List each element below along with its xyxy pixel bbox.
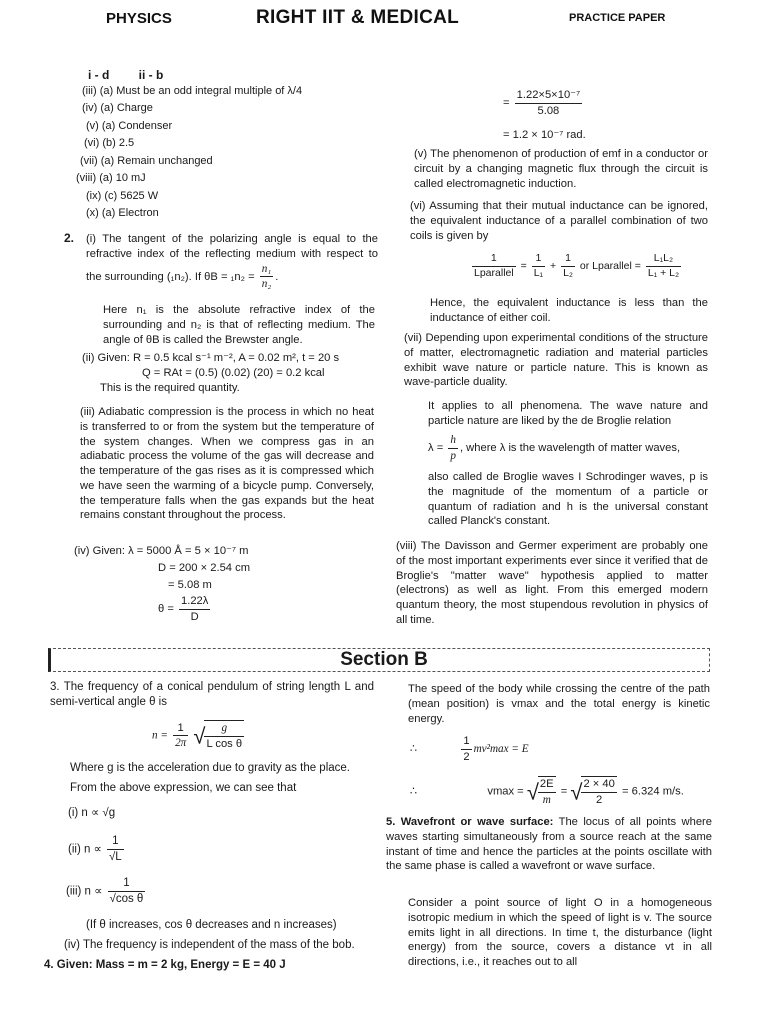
question-2-ii xyxy=(82,351,382,395)
speed-intro: The speed of the body while crossing the centre of the path (mean position) is vmax and the total energy is kinetic energy. xyxy=(408,683,710,725)
fraction-denominator: 2 xyxy=(596,793,603,806)
fraction-h-p xyxy=(448,433,458,464)
answers-list xyxy=(72,68,392,221)
plus-sign: + xyxy=(550,260,557,273)
fraction-numerator: n₁ xyxy=(260,262,273,278)
equals-sign: = xyxy=(503,97,510,110)
question-5-title: 5. Wavefront or wave surface: xyxy=(386,816,554,828)
answer-vii: (vii) (a) Remain unchanged xyxy=(80,154,213,167)
header-brand: RIGHT IIT & MEDICAL xyxy=(256,7,460,28)
fraction-denominator: 5.08 xyxy=(537,104,560,117)
question-2-iv xyxy=(74,544,374,625)
kinetic-energy-equation xyxy=(410,734,529,765)
lambda-label: λ = xyxy=(428,442,444,455)
question-2-i: (i) The tangent of the polarizing angle is equal to the refractive index of the reflecting medium with respect to the surrounding (₁n₂). If θB = ₁n₂ = $\frac{\text{n₁}}{\text{n₂}}$ . xyxy=(86,233,378,291)
n-label: n = xyxy=(152,729,168,742)
answer-viii: (viii) (a) 10 mJ xyxy=(76,172,146,185)
question-4-given: 4. Given: Mass = m = 2 kg, Energy = E = 40 J xyxy=(44,959,286,971)
fraction-numerator: 2E xyxy=(538,777,556,793)
vmax-equation xyxy=(410,776,684,808)
question-2-iii: (iii) Adiabatic compression is the process in which no heat is transferred to or from the system but the temperature of the system changes. When we compress gas in an adiabatic process the volume of the gas will decrease and the temperature of the gas rises as it is compressed which we have seen the warming of a bicycle pump. Conversely, the temperature falls when the gas expands but the heat remains constant throughout the process. xyxy=(80,406,374,522)
fraction-half xyxy=(461,734,471,765)
fraction-denominator: 2π xyxy=(175,737,187,750)
section-title: Section B xyxy=(340,649,428,670)
answer-vi: (vi) (b) 2.5 xyxy=(84,137,135,150)
question-2-i-explanation: Here n₁ is the absolute refractive index of the surrounding and n₂ is that of reflecting medium. The angle of θB is called the Brewster angle. xyxy=(103,304,375,346)
answer-vi-inductance: (vi) Assuming that their mutual inductance can be ignored, the equivalent inductance of a parallel combination of two coils is given by xyxy=(410,200,708,242)
question-2-iv-distance-m: = 5.08 m xyxy=(168,578,212,591)
answer-ix: (ix) (c) 5625 W xyxy=(86,189,159,202)
theta-label: θ = xyxy=(158,603,174,616)
proportional-iii xyxy=(66,876,147,907)
fraction-numerator: 1 xyxy=(108,876,146,892)
sqrt-icon: √ xyxy=(570,779,583,805)
result-rad: = 1.2 × 10⁻⁷ rad. xyxy=(503,129,586,141)
de-broglie-intro: It applies to all phenomena. The wave nature and particle nature are liked by the de Broglie relation xyxy=(428,400,708,427)
question-5-body: The locus of all points where waves starting simultaneously from a source reach at the same instant of time and hence the particles at the points oscillate with the same phase is called a wavefront or wave surface. xyxy=(386,816,712,873)
header-subject: PHYSICS xyxy=(106,10,172,27)
fraction-denominator: √cos θ xyxy=(109,893,144,906)
question-2-iv-theta xyxy=(158,594,374,625)
fraction-theta xyxy=(179,594,210,625)
vmax-result: = 6.324 m/s. xyxy=(621,785,684,798)
answer-ii: ii - b xyxy=(138,68,164,82)
fraction-n1-n2 xyxy=(260,262,273,293)
point-source-explanation: Consider a point source of light O in a homogeneous isotropic medium in which the speed of light is v. The source emits light in all directions. In time t, the disturbance (light energy) from the source, covers a distance vt in all directions, i.e., it reaches out to all xyxy=(408,897,712,969)
inductance-conclusion: Hence, the equivalent inductance is less than the inductance of either coil. xyxy=(430,297,708,324)
proportional-i: (i) n ∝ √g xyxy=(68,807,116,819)
fraction-numerator: 1 xyxy=(107,834,124,850)
fraction-numerator: 1 xyxy=(173,721,188,737)
gravity-note: Where g is the acceleration due to gravity as the place. xyxy=(70,762,350,774)
fraction-g-lcos xyxy=(204,720,244,752)
proportional-ii-label: (ii) n ∝ xyxy=(68,843,102,856)
sqrt-icon: √ xyxy=(526,779,539,805)
question-2-number: 2. xyxy=(64,231,75,245)
fraction-80-2 xyxy=(581,776,616,808)
fraction-1-l2 xyxy=(561,252,575,281)
fraction-1-lparallel xyxy=(472,252,516,281)
fraction-denominator: L₁ + L₂ xyxy=(647,266,680,279)
sqrt-icon: √ xyxy=(193,723,206,749)
fraction-numerator: g xyxy=(204,721,244,737)
therefore-symbol: ∴ xyxy=(410,743,418,756)
equals-sign: = xyxy=(520,260,527,273)
fraction-denominator: m xyxy=(542,793,551,806)
fraction-numerator: L₁L₂ xyxy=(646,252,681,267)
fraction-1-2pi xyxy=(173,721,188,752)
therefore-symbol: ∴ xyxy=(410,785,418,798)
proportional-ii xyxy=(68,834,126,865)
fraction-1-sqrtL xyxy=(107,834,124,865)
frequency-independent-note: (iv) The frequency is independent of the mass of the bob. xyxy=(64,939,355,951)
expression-note: From the above expression, we can see that xyxy=(70,782,297,794)
answer-iv: (iv) (a) Charge xyxy=(82,102,153,115)
question-2-ii-result: This is the required quantity. xyxy=(100,381,240,394)
fraction-denominator: √L xyxy=(108,851,122,864)
fraction-denominator: L₁ xyxy=(533,266,544,279)
fraction-numerator: 1 xyxy=(561,252,575,267)
question-2-i-text: (i) The tangent of the polarizing angle is equal to the refractive index of the reflecting medium with respect to the surrounding (₁n₂). If θB = ₁n₂ = xyxy=(86,233,378,283)
fraction-denominator: L cos θ xyxy=(206,737,243,750)
fraction-result xyxy=(515,88,582,119)
fraction-numerator: 2 × 40 xyxy=(581,777,616,793)
fraction-denominator: 2 xyxy=(463,750,470,763)
answer-v: (v) (a) Condenser xyxy=(86,119,173,132)
answer-iii: (iii) (a) Must be an odd integral multiple of λ/4 xyxy=(82,84,303,97)
fraction-1-l1 xyxy=(532,252,545,281)
proportional-iii-label: (iii) n ∝ xyxy=(66,885,103,898)
question-2-iv-distance: D = 200 × 2.54 cm xyxy=(158,561,251,574)
fraction-denominator: D xyxy=(190,611,199,624)
kinetic-energy-rest: mv²max = E xyxy=(473,743,529,756)
or-lparallel: or Lparallel = xyxy=(579,260,641,273)
question-3: 3. The frequency of a conical pendulum of string length L and semi-vertical angle θ is xyxy=(50,681,374,709)
result-equation xyxy=(503,88,584,119)
fraction-product-sum xyxy=(646,252,681,281)
answer-i: i - d xyxy=(88,68,110,82)
fraction-2e-m xyxy=(538,776,556,808)
de-broglie-where: , where λ is the wavelength of matter waves, xyxy=(459,442,681,455)
pendulum-frequency-equation xyxy=(152,720,246,752)
fraction-numerator: 1 xyxy=(532,252,545,267)
question-2-ii-given: (ii) Given: R = 0.5 kcal s⁻¹ m⁻², A = 0.02 m², t = 20 s xyxy=(82,352,340,364)
fraction-denominator: Lparallel xyxy=(474,266,514,279)
vmax-label: vmax = xyxy=(487,785,524,798)
de-broglie-relation xyxy=(428,433,710,464)
fraction-numerator: 1 xyxy=(461,734,471,750)
de-broglie-explanation: also called de Broglie waves I Schrodinger waves, p is the magnitude of the momentum of a particle or quantum of radiation and h is the universal constant called Planck's constant. xyxy=(428,471,708,528)
question-5-wavefront xyxy=(386,815,712,874)
question-2-iv-given: (iv) Given: λ = 5000 Å = 5 × 10⁻⁷ m xyxy=(74,545,249,557)
answer-i-ii xyxy=(88,68,392,84)
answer-x: (x) (a) Electron xyxy=(86,207,159,220)
fraction-numerator: 1 xyxy=(472,252,516,267)
fraction-numerator: 1.22λ xyxy=(179,594,210,610)
answer-vii-duality: (vii) Depending upon experimental conditions of the structure of matter, electromagnetic radiation and material particles exhibit wave nature or particle nature. This is known as wave-particle duality. xyxy=(404,332,708,389)
answer-viii-davisson: (viii) The Davisson and Germer experiment are probably one of the most important experiments ever since it verified that de Broglie's "matter wave" hypothesis applied to matter (electrons) as well as light. From this emerged modern quantum theory, the most stupendous revolution in physics of all time. xyxy=(396,540,708,626)
question-2-ii-calc: Q = RAt = (0.5) (0.02) (20) = 0.2 kcal xyxy=(142,366,325,379)
fraction-numerator: 1.22×5×10⁻⁷ xyxy=(515,88,582,104)
answer-v-em-induction: (v) The phenomenon of production of emf in a conductor or circuit by a changing magnetic flux through the circuit is called electromagnetic induction. xyxy=(414,148,708,190)
inductance-equation xyxy=(470,252,683,281)
header-paper: PRACTICE PAPER xyxy=(569,12,666,24)
fraction-numerator: h xyxy=(448,433,458,449)
fraction-1-sqrtcos xyxy=(108,876,146,907)
theta-increase-note: (If θ increases, cos θ decreases and n increases) xyxy=(86,919,337,931)
fraction-denominator: L₂ xyxy=(563,266,573,279)
fraction-denominator: n₂ xyxy=(261,278,272,291)
fraction-denominator: p xyxy=(450,449,456,462)
equals-sign: = xyxy=(560,785,568,798)
